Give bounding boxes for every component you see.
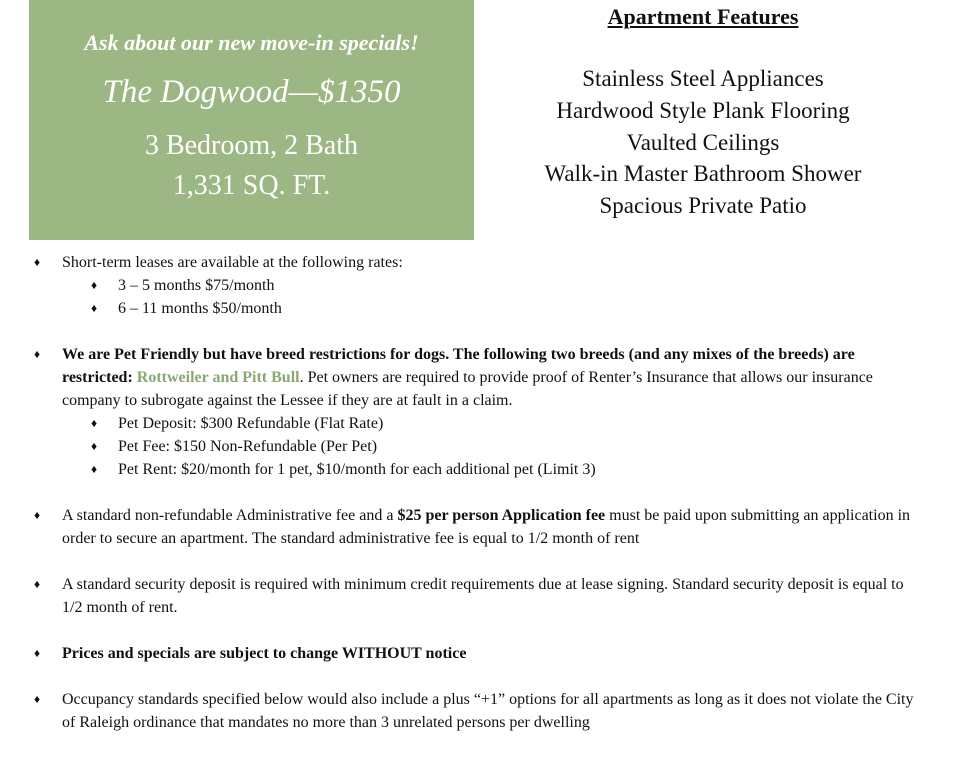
restricted-breeds: Rottweiler and Pitt Bull — [136, 369, 300, 386]
sub-item — [0, 458, 960, 481]
sub-item — [0, 297, 960, 320]
short-term-text: Short-term leases are available at the following rates: — [62, 254, 403, 271]
pet-policy-text: . Pet owners are required to provide proof of Renter’s Insurance that allows our insurance company to subrogate against the Lessee if they are at fault in a claim. — [62, 369, 873, 409]
sub-item-text: Pet Rent: $20/month for 1 pet, $10/month for each additional pet (Limit 3) — [118, 461, 596, 478]
sub-item — [0, 274, 960, 297]
lease-terms-list — [0, 251, 960, 757]
sub-item-text: 3 – 5 months $75/month — [118, 277, 275, 294]
diamond-bullet-icon: ♦ — [34, 508, 41, 522]
security-deposit-text: A standard security deposit is required with minimum credit requirements due at lease signing. Standard security deposit is equal to 1/2 month of rent. — [62, 576, 904, 616]
diamond-bullet-icon: ♦ — [34, 255, 41, 269]
sub-item — [0, 412, 960, 435]
list-item-pets — [0, 343, 960, 412]
feature-item: Hardwood Style Plank Flooring — [556, 98, 850, 123]
diamond-bullet-icon: ♦ — [91, 462, 98, 476]
sub-item-text: Pet Fee: $150 Non-Refundable (Per Pet) — [118, 438, 378, 455]
prices-notice: Prices and specials are subject to change WITHOUT notice — [62, 645, 467, 662]
diamond-bullet-icon: ♦ — [91, 301, 98, 315]
feature-item: Stainless Steel Appliances — [582, 66, 824, 91]
admin-fee-post: must be paid upon submitting an application in order to secure an apartment. The standard administrative fee is equal to 1/2 month of rent — [62, 507, 911, 547]
feature-item: Vaulted Ceilings — [626, 130, 780, 155]
admin-fee-pre: A standard non-refundable Administrative fee and a — [62, 507, 398, 524]
diamond-bullet-icon: ♦ — [34, 692, 41, 706]
diamond-bullet-icon: ♦ — [91, 416, 98, 430]
square-footage: 1,331 SQ. FT. — [172, 170, 331, 201]
list-item-admin-fee — [0, 504, 960, 550]
list-item-prices — [0, 642, 960, 665]
special-heading: Ask about our new move-in specials! — [84, 30, 419, 55]
feature-item: Walk-in Master Bathroom Shower — [544, 161, 862, 186]
sub-item-text: 6 – 11 months $50/month — [118, 300, 282, 317]
bed-bath-count: 3 Bedroom, 2 Bath — [144, 130, 359, 161]
diamond-bullet-icon: ♦ — [91, 439, 98, 453]
features-title: Apartment Features — [607, 4, 799, 29]
list-item-short-term — [0, 251, 960, 274]
unit-name-price: The Dogwood—$1350 — [102, 74, 401, 110]
application-fee: $25 per person Application fee — [397, 507, 606, 524]
move-in-special-panel — [29, 0, 474, 240]
pet-policy-bold: We are Pet Friendly but have breed restrictions for dogs. The following two breeds (and any mixes of the breeds) are restricted: — [62, 346, 855, 386]
diamond-bullet-icon: ♦ — [34, 646, 41, 660]
list-item-occupancy — [0, 688, 960, 734]
feature-item: Spacious Private Patio — [599, 193, 807, 218]
diamond-bullet-icon: ♦ — [34, 347, 41, 361]
list-item-security-deposit — [0, 573, 960, 619]
occupancy-text: Occupancy standards specified below would also include a plus “+1” options for all apartments as long as it does not violate the City of Raleigh ordinance that mandates no more than 3 unrelated persons per dwelling — [62, 691, 914, 731]
diamond-bullet-icon: ♦ — [34, 577, 41, 591]
sub-item — [0, 435, 960, 458]
sub-item-text: Pet Deposit: $300 Refundable (Flat Rate) — [118, 415, 384, 432]
diamond-bullet-icon: ♦ — [91, 278, 98, 292]
